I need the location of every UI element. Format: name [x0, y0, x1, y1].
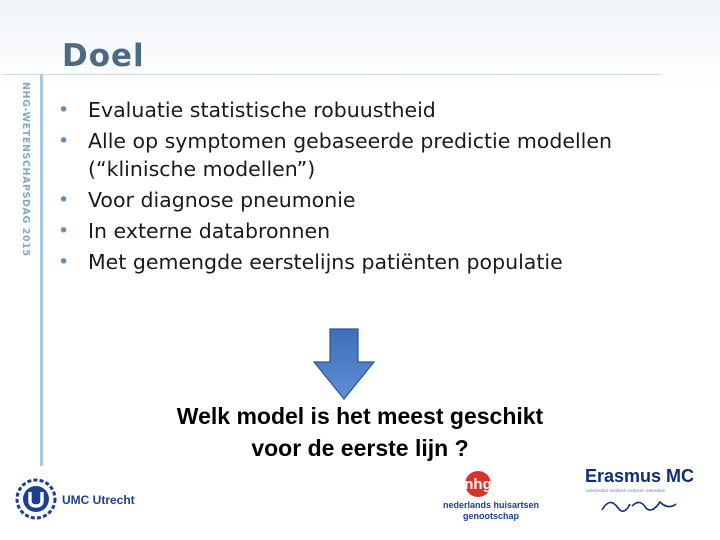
bullet-item	[58, 217, 708, 245]
title-divider	[2, 74, 662, 75]
erasmus-signature-logo	[580, 466, 700, 526]
bullet-item	[58, 127, 708, 183]
erasmus-subtitle: universitair medisch centrum rotterdam	[586, 488, 666, 493]
bullet-icon: •	[58, 130, 70, 152]
bullet-item	[58, 248, 708, 276]
nhg-name	[436, 500, 546, 522]
bullet-text: Met gemengde eerstelijns patiënten populatie	[88, 250, 563, 274]
conclusion-line: voor de eerste lijn ?	[251, 435, 469, 461]
umc-name: UMC Utrecht	[62, 493, 135, 507]
down-arrow-icon	[313, 328, 375, 400]
conclusion-text	[100, 400, 620, 464]
side-label: NHG-WETENSCHAPSDAG 2015	[20, 82, 31, 257]
bullet-text: Evaluatie statistische robuustheid	[88, 98, 436, 122]
bullet-icon: •	[58, 189, 70, 211]
bullet-icon: •	[58, 99, 70, 121]
side-accent-bar	[40, 74, 43, 466]
bullet-text: Alle op symptomen gebaseerde predictie modellen (“klinische modellen”)	[88, 129, 612, 181]
bullet-icon: •	[58, 251, 70, 273]
nhg-mark: nhg	[464, 476, 492, 493]
conclusion-line: Welk model is het meest geschikt	[176, 403, 544, 429]
nhg-line: genootschap	[462, 511, 519, 521]
bullet-list	[58, 96, 708, 279]
bullet-item	[58, 186, 708, 214]
bullet-item	[58, 96, 708, 124]
bullet-text: Voor diagnose pneumonie	[88, 188, 356, 212]
erasmus-name: Erasmus MC	[585, 466, 695, 486]
slide-title: Doel	[62, 38, 145, 74]
bullet-icon: •	[58, 220, 70, 242]
bullet-text: In externe databronnen	[88, 219, 331, 243]
nhg-line: nederlands huisartsen	[442, 500, 540, 510]
